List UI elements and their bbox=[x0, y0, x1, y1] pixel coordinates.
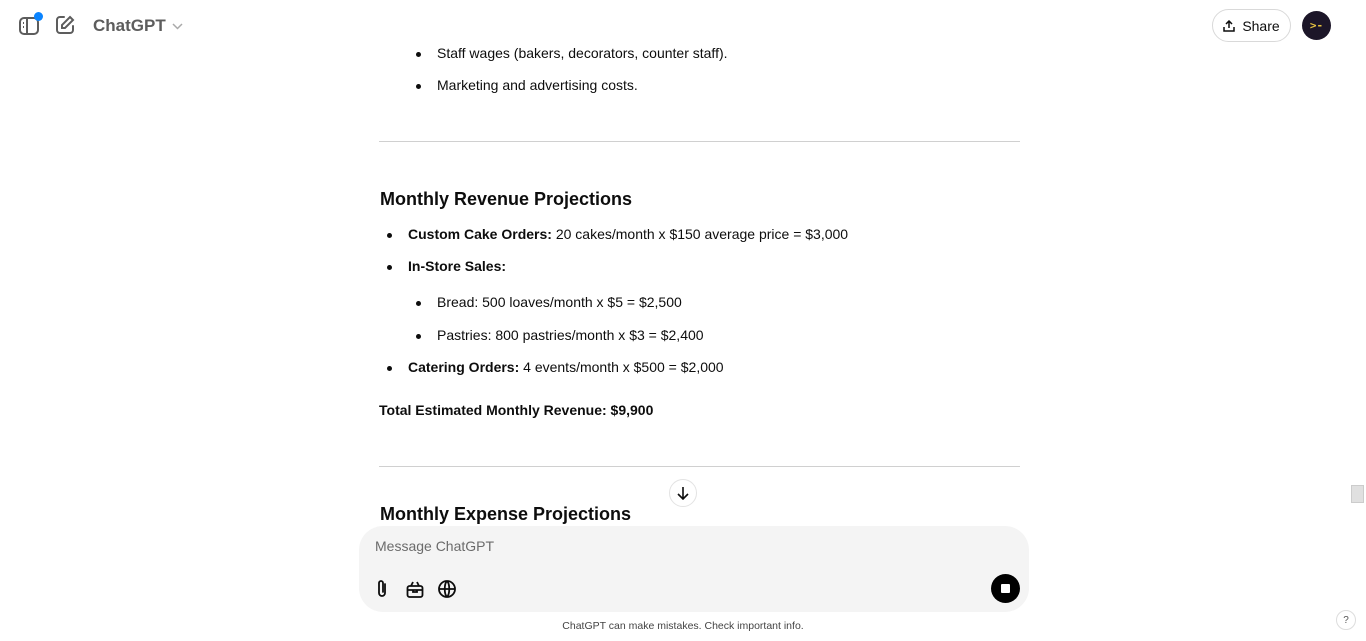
attach-button[interactable] bbox=[371, 578, 393, 600]
disclaimer: ChatGPT can make mistakes. Check important info. bbox=[562, 620, 804, 632]
item-label: In-Store Sales: bbox=[408, 258, 507, 274]
new-chat-button[interactable] bbox=[54, 14, 76, 36]
edit-icon bbox=[55, 15, 75, 35]
scrollbar[interactable] bbox=[1350, 52, 1366, 522]
scrollbar-thumb[interactable] bbox=[1351, 485, 1364, 503]
chevron-down-icon bbox=[172, 23, 183, 30]
toolbox-icon bbox=[406, 580, 424, 598]
paperclip-icon bbox=[375, 579, 389, 599]
item-text: 4 events/month x $500 = $2,000 bbox=[519, 359, 724, 375]
divider bbox=[379, 466, 1020, 467]
total-revenue: Total Estimated Monthly Revenue: $9,900 bbox=[379, 402, 654, 418]
section-heading: Monthly Expense Projections bbox=[380, 504, 632, 524]
avatar[interactable]: >- bbox=[1302, 11, 1331, 40]
list-item bbox=[408, 258, 506, 274]
stop-icon bbox=[1001, 584, 1010, 593]
model-name: ChatGPT bbox=[93, 16, 166, 35]
sidebar-toggle-button[interactable] bbox=[18, 15, 40, 37]
list-item: Marketing and advertising costs. bbox=[437, 77, 638, 93]
notification-dot bbox=[34, 12, 43, 21]
list-item bbox=[408, 226, 848, 242]
message-input[interactable] bbox=[375, 538, 975, 554]
arrow-down-icon bbox=[677, 486, 689, 500]
list-item: Staff wages (bakers, decorators, counter staff). bbox=[437, 45, 728, 61]
item-label: Catering Orders: bbox=[408, 359, 520, 375]
share-button[interactable] bbox=[1212, 9, 1291, 42]
globe-icon bbox=[438, 580, 456, 598]
share-label: Share bbox=[1242, 17, 1280, 34]
top-bar bbox=[0, 0, 1366, 52]
tools-button[interactable] bbox=[404, 578, 426, 600]
list-item bbox=[408, 359, 724, 375]
share-icon bbox=[1223, 20, 1235, 32]
stop-generating-button[interactable] bbox=[991, 574, 1020, 603]
item-label: Custom Cake Orders: bbox=[408, 226, 552, 242]
model-selector[interactable] bbox=[93, 16, 183, 36]
scroll-to-bottom-button[interactable] bbox=[669, 479, 697, 507]
list-item: Pastries: 800 pastries/month x $3 = $2,400 bbox=[437, 327, 704, 343]
list-item: Bread: 500 loaves/month x $5 = $2,500 bbox=[437, 294, 682, 310]
help-button[interactable]: ? bbox=[1336, 610, 1356, 630]
item-text: 20 cakes/month x $150 average price = $3,000 bbox=[551, 226, 849, 242]
section-heading: Monthly Revenue Projections bbox=[380, 189, 633, 209]
divider bbox=[379, 141, 1020, 142]
composer bbox=[359, 526, 1029, 612]
web-search-button[interactable] bbox=[436, 578, 458, 600]
